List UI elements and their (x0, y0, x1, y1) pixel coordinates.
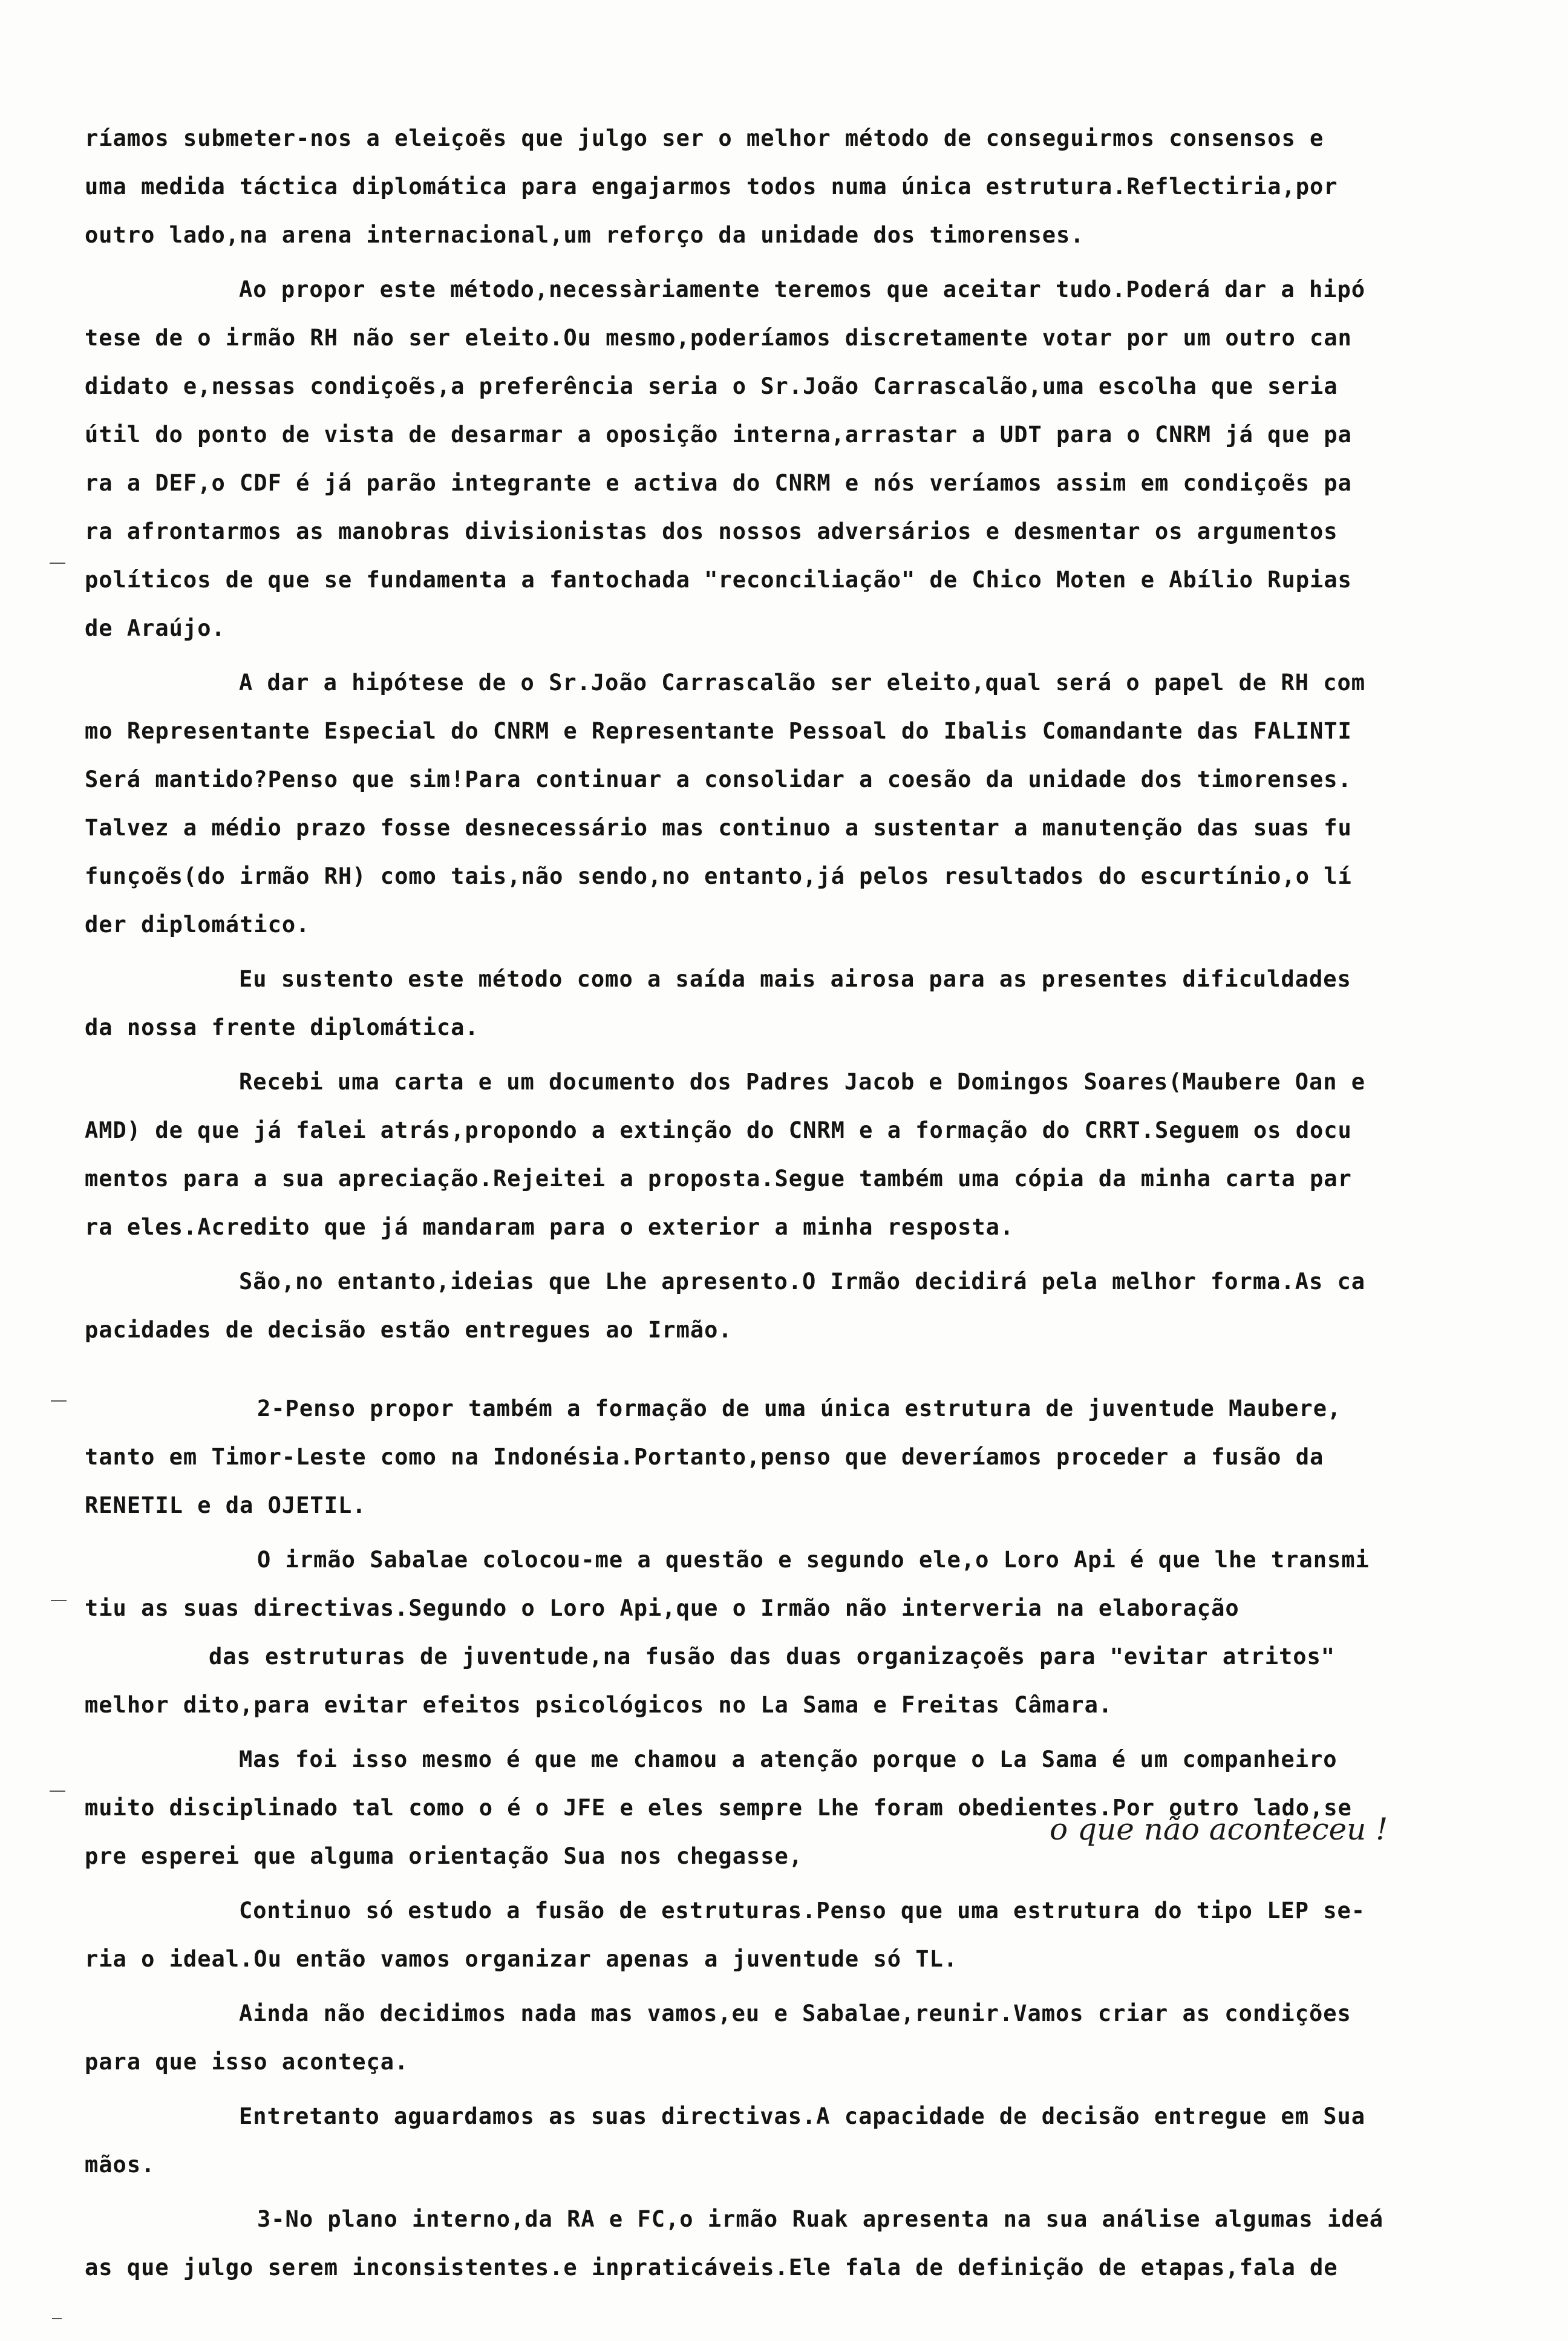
margin-dash (52, 2318, 62, 2319)
text-line: tanto em Timor-Leste como na Indonésia.Portanto,penso que deveríamos proceder a fusão da (85, 1444, 1324, 1470)
text-line: A dar a hipótese de o Sr.João Carrascalão ser eleito,qual será o papel de RH com (239, 670, 1366, 696)
text-line: da nossa frente diplomática. (85, 1014, 479, 1040)
text-line: para que isso aconteça. (85, 2049, 409, 2075)
text-line: Entretanto aguardamos as suas directivas.A capacidade de decisão entregue em Sua (239, 2103, 1366, 2129)
text-line: Recebi uma carta e um documento dos Padres Jacob e Domingos Soares(Maubere Oan e (239, 1069, 1366, 1095)
text-line: mentos para a sua apreciação.Rejeitei a proposta.Segue também uma cópia da minha carta par (85, 1166, 1352, 1192)
text-line: de Araújo. (85, 615, 226, 641)
text-line: funçoẽs(do irmão RH) como tais,não sendo,no entanto,já pelos resultados do escurtínio,o lí (85, 863, 1352, 889)
text-line: Continuo só estudo a fusão de estruturas.Penso que uma estrutura do tipo LEP se- (239, 1898, 1366, 1924)
text-line: pre esperei que alguma orientação Sua nos chegasse, (85, 1843, 803, 1869)
text-line: 3-No plano interno,da RA e FC,o irmão Ruak apresenta na sua análise algumas ideá (257, 2206, 1384, 2232)
margin-dash (50, 1791, 65, 1792)
text-line: tese de o irmão RH não ser eleito.Ou mesmo,poderíamos discretamente votar por um outro can (85, 325, 1352, 351)
text-line: Ainda não decidimos nada mas vamos,eu e Sabalae,reunir.Vamos criar as condições (239, 2000, 1351, 2026)
text-line: O irmão Sabalae colocou-me a questão e segundo ele,o Loro Api é que lhe transmi (257, 1547, 1370, 1573)
text-line: útil do ponto de vista de desarmar a oposição interna,arrastar a UDT para o CNRM já que pa (85, 422, 1352, 448)
text-line: mo Representante Especial do CNRM e Representante Pessoal do Ibalis Comandante das FALINTI (85, 718, 1352, 744)
text-line: ria o ideal.Ou então vamos organizar apenas a juventude só TL. (85, 1946, 958, 1972)
text-line: outro lado,na arena internacional,um reforço da unidade dos timorenses. (85, 222, 1085, 248)
text-line: as que julgo serem inconsistentes.e inpraticáveis.Ele fala de definição de etapas,fala de (85, 2254, 1338, 2281)
margin-dash (50, 563, 65, 564)
text-line: pacidades de decisão estão entregues ao Irmão. (85, 1317, 733, 1343)
text-line: Eu sustento este método como a saída mais airosa para as presentes dificuldades (239, 966, 1351, 992)
margin-dash (51, 1400, 67, 1402)
text-line: Mas foi isso mesmo é que me chamou a atenção porque o La Sama é um companheiro (239, 1746, 1338, 1772)
text-line: ra eles.Acredito que já mandaram para o exterior a minha resposta. (85, 1214, 1014, 1240)
text-line: der diplomático. (85, 912, 310, 938)
text-line: São,no entanto,ideias que Lhe apresento.O Irmão decidirá pela melhor forma.As ca (239, 1268, 1366, 1295)
text-line: ríamos submeter-nos a eleiçoẽs que julgo ser o melhor método de conseguirmos consensos e (85, 125, 1324, 151)
text-line: 2-Penso propor também a formação de uma única estrutura de juventude Maubere, (257, 1396, 1342, 1422)
text-line: uma medida táctica diplomática para engajarmos todos numa única estrutura.Reflectiria,por (85, 174, 1338, 200)
text-line: mãos. (85, 2152, 155, 2178)
text-line: AMD) de que já falei atrás,propondo a extinção do CNRM e a formação do CRRT.Seguem os docu (85, 1117, 1352, 1143)
text-line: políticos de que se fundamenta a fantochada "reconciliação" de Chico Moten e Abílio Rupias (85, 567, 1352, 593)
text-line: ra a DEF,o CDF é já parão integrante e activa do CNRM e nós veríamos assim em condiçoẽs pa (85, 470, 1352, 496)
text-line: Será mantido?Penso que sim!Para continuar a consolidar a coesão da unidade dos timorenses. (85, 766, 1352, 792)
text-line: didato e,nessas condiçoẽs,a preferência seria o Sr.João Carrascalão,uma escolha que seria (85, 373, 1338, 399)
text-line: RENETIL e da OJETIL. (85, 1492, 367, 1518)
text-line: melhor dito,para evitar efeitos psicológicos no La Sama e Freitas Câmara. (85, 1692, 1113, 1718)
text-line: das estruturas de juventude,na fusão das duas organizaçoẽs para "evitar atritos" (209, 1644, 1336, 1670)
text-line: Talvez a médio prazo fosse desnecessário mas continuo a sustentar a manutenção das suas fu (85, 815, 1352, 841)
text-line: muito disciplinado tal como o é o JFE e eles sempre Lhe foram obedientes.Por outro lado,se (85, 1795, 1352, 1821)
margin-dash (51, 1600, 67, 1601)
text-line: ra afrontarmos as manobras divisionistas dos nossos adversários e desmentar os argumentos (85, 518, 1338, 544)
text-line: Ao propor este método,necessàriamente teremos que aceitar tudo.Poderá dar a hipó (239, 276, 1366, 302)
text-line: tiu as suas directivas.Segundo o Loro Api,que o Irmão não interveria na elaboração (85, 1595, 1240, 1621)
handwritten-note: o que não aconteceu ! (1050, 1812, 1388, 1847)
